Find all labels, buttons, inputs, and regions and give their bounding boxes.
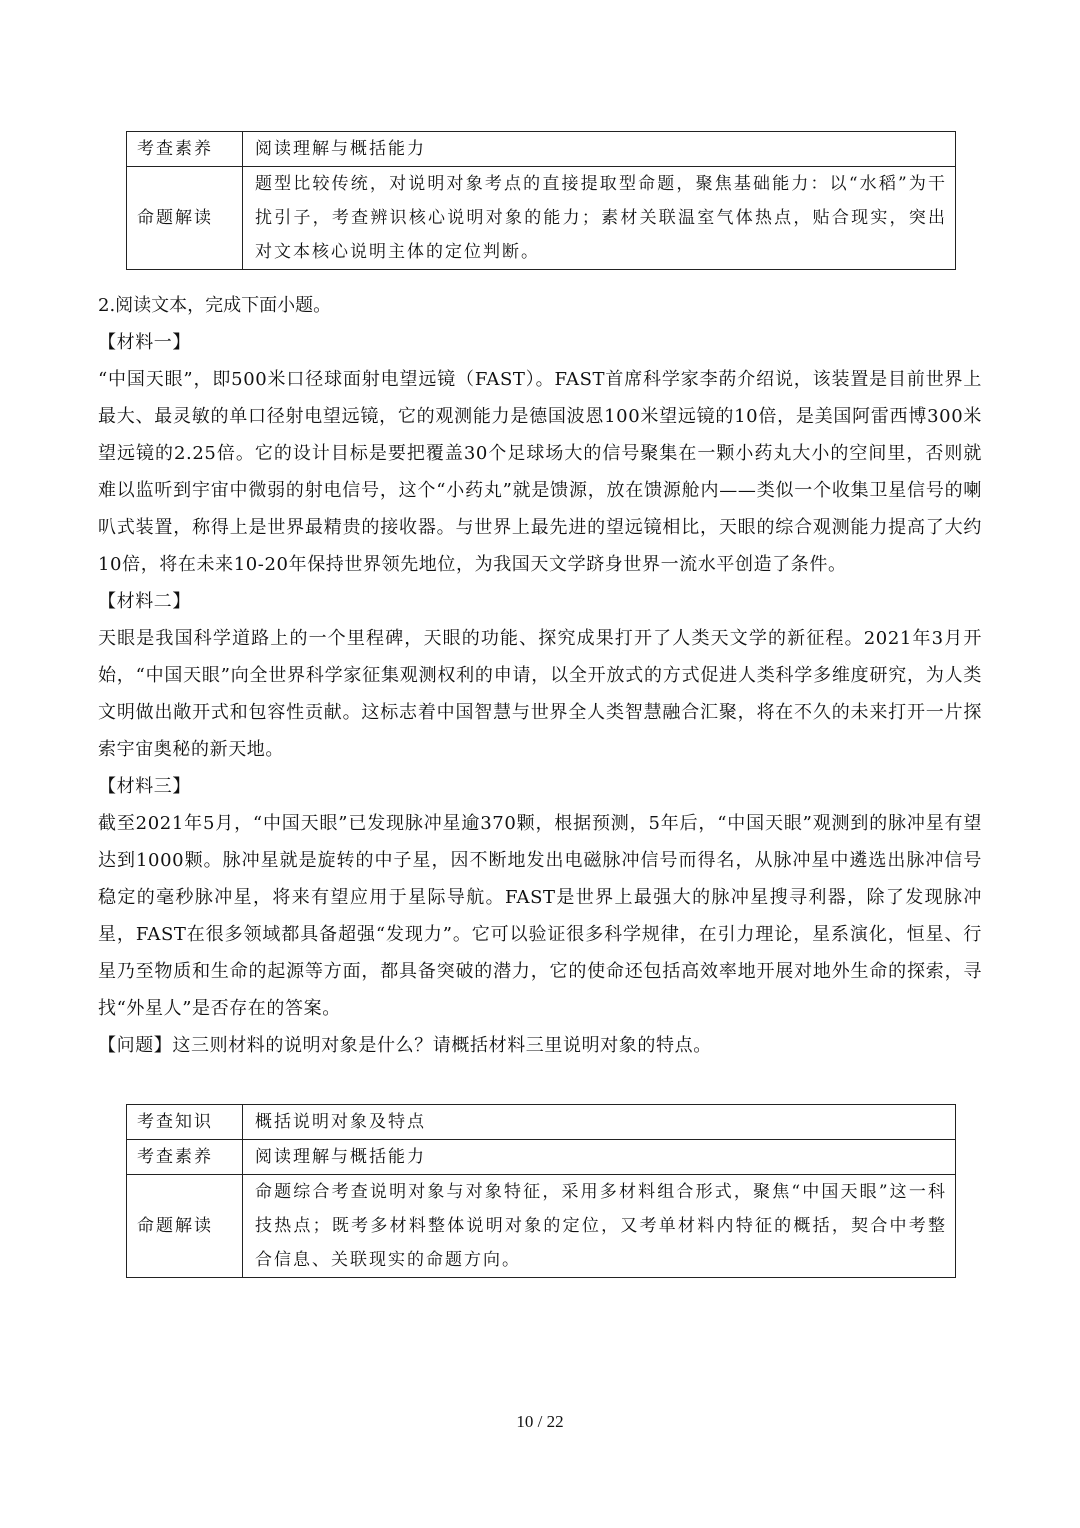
table-content-cell: 命题综合考查说明对象与对象特征，采用多材料组合形式，聚焦“中国天眼”这一科技热点；既考多材料整体说明对象的定位，又考单材料内特征的概括，契合中考整合信息、关联现实的命题方向。 xyxy=(243,1175,956,1278)
table-row xyxy=(127,1175,956,1278)
material-heading: 【材料二】 xyxy=(98,591,191,612)
page-number: 10 / 22 xyxy=(516,1412,564,1431)
table-label-cell: 命题解读 xyxy=(127,1175,243,1278)
table-label-cell: 考查知识 xyxy=(127,1105,243,1140)
table-content-cell: 阅读理解与概括能力 xyxy=(243,1140,956,1175)
analysis-table-bottom xyxy=(126,1104,956,1278)
table-label-cell: 命题解读 xyxy=(127,167,243,270)
table-content-cell: 题型比较传统，对说明对象考点的直接提取型命题，聚焦基础能力：以“水稻”为干扰引子，考查辨识核心说明对象的能力；素材关联温室气体热点，贴合现实，突出对文本核心说明主体的定位判断。 xyxy=(243,167,956,270)
table-content-cell: 概括说明对象及特点 xyxy=(243,1105,956,1140)
analysis-table-top xyxy=(126,131,956,270)
table-row xyxy=(127,1105,956,1140)
table-row xyxy=(127,132,956,167)
table-label-cell: 考查素养 xyxy=(127,1140,243,1175)
question-body xyxy=(98,324,982,1064)
material-text: 截至2021年5月，“中国天眼”已发现脉冲星逾370颗，根据预测，5年后，“中国天眼”观测到的脉冲星有望达到1000颗。脉冲星就是旋转的中子星，因不断地发出电磁脉冲信号而得名，从脉冲星中遴选出脉冲信号稳定的毫秒脉冲星，将来有望应用于星际导航。FAST是世界上最强大的脉冲星搜寻利器，除了发现脉冲星，FAST在很多领域都具备超强“发现力”。它可以验证很多科学规律，在引力理论，星系演化，恒星、行星乃至物质和生命的起源等方面，都具备突破的潜力，它的使命还包括高效率地开展对地外生命的探索，寻找“外星人”是否存在的答案。 xyxy=(98,813,982,1019)
material-text: 天眼是我国科学道路上的一个里程碑，天眼的功能、探究成果打开了人类天文学的新征程。2021年3月开始，“中国天眼”向全世界科学家征集观测权利的申请，以全开放式的方式促进人类科学多维度研究，为人类文明做出敞开式和包容性贡献。这标志着中国智慧与世界全人类智慧融合汇聚，将在不久的未来打开一片探索宇宙奥秘的新天地。 xyxy=(98,628,982,760)
material-text: “中国天眼”，即500米口径球面射电望远镜（FAST）。FAST首席科学家李菂介绍说，该装置是目前世界上最大、最灵敏的单口径射电望远镜，它的观测能力是德国波恩100米望远镜的10倍，是美国阿雷西博300米望远镜的2.25倍。它的设计目标是要把覆盖30个足球场大的信号聚集在一颗小药丸大小的空间里，否则就难以监听到宇宙中微弱的射电信号，这个“小药丸”就是馈源，放在馈源舱内——类似一个收集卫星信号的喇叭式装置，称得上是世界最精贵的接收器。与世界上最先进的望远镜相比，天眼的综合观测能力提高了大约10倍，将在未来10-20年保持世界领先地位，为我国天文学跻身世界一流水平创造了条件。 xyxy=(98,369,982,575)
table-row xyxy=(127,1140,956,1175)
table-label-cell: 考查素养 xyxy=(127,132,243,167)
material-heading: 【材料三】 xyxy=(98,776,191,797)
question-intro: 2.阅读文本，完成下面小题。 xyxy=(98,295,332,316)
table-content-cell: 阅读理解与概括能力 xyxy=(243,132,956,167)
material-heading: 【材料一】 xyxy=(98,332,191,353)
table-row xyxy=(127,167,956,270)
question-prompt: 【问题】这三则材料的说明对象是什么？请概括材料三里说明对象的特点。 xyxy=(98,1035,712,1056)
